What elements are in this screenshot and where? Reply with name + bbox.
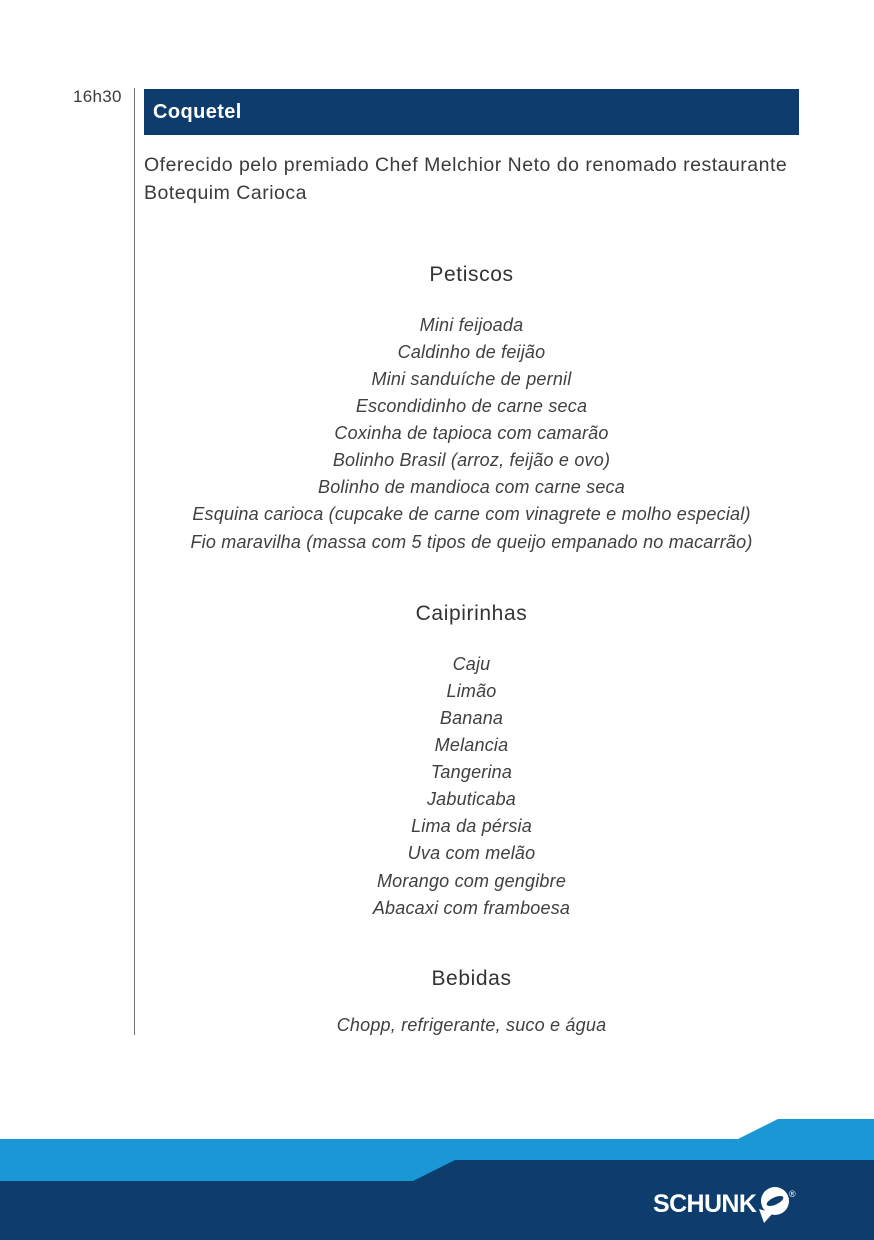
bebidas-list [144, 1012, 799, 1039]
menu-item: Escondidinho de carne seca [355, 395, 588, 416]
footer-bands [0, 1119, 874, 1240]
event-description: Oferecido pelo premiado Chef Melchior Neto do renomado restaurante Botequim Carioca [144, 154, 788, 204]
timeline-divider [134, 88, 135, 1035]
menu-item: Bolinho de mandioca com carne seca [318, 477, 625, 498]
section-heading-caipirinhas: Caipirinhas [415, 602, 528, 625]
menu-item: Mini feijoada [419, 314, 524, 335]
caipirinhas-list [144, 651, 799, 922]
section-heading-petiscos: Petiscos [429, 263, 514, 286]
brand-logo-text: SCHUNK [653, 1190, 757, 1218]
time-label: 16h30 [73, 87, 122, 106]
menu-item: Jabuticaba [426, 789, 517, 810]
menu-item: Lima da pérsia [411, 816, 532, 837]
menu-item: Mini sanduíche de pernil [371, 368, 572, 389]
menu-item: Melancia [434, 734, 509, 755]
menu-item: Esquina carioca (cupcake de carne com vinagrete e molho especial) [192, 504, 751, 525]
menu-item: Tangerina [430, 762, 513, 782]
menu-item: Chopp, refrigerante, suco e água [336, 1014, 607, 1035]
event-title-bar [144, 89, 799, 135]
menu-item: Uva com melão [407, 843, 536, 864]
petiscos-list [144, 312, 799, 556]
registered-mark: ® [789, 1189, 796, 1199]
menu-item: Limão [446, 680, 497, 701]
section-heading-bebidas: Bebidas [431, 967, 512, 990]
menu-item: Coxinha de tapioca com camarão [334, 423, 609, 443]
menu-item: Caju [452, 653, 491, 674]
schunk-logo-mark-icon [754, 1182, 794, 1224]
menu-item: Banana [439, 707, 504, 728]
menu-item: Abacaxi com framboesa [372, 897, 571, 918]
event-title: Coquetel [153, 101, 242, 123]
menu-item: Morango com gengibre [376, 870, 567, 891]
menu-item: Fio maravilha (massa com 5 tipos de queijo empanado no macarrão) [190, 531, 753, 552]
menu-item: Bolinho Brasil (arroz, feijão e ovo) [332, 450, 611, 471]
menu-item: Caldinho de feijão [397, 341, 546, 362]
